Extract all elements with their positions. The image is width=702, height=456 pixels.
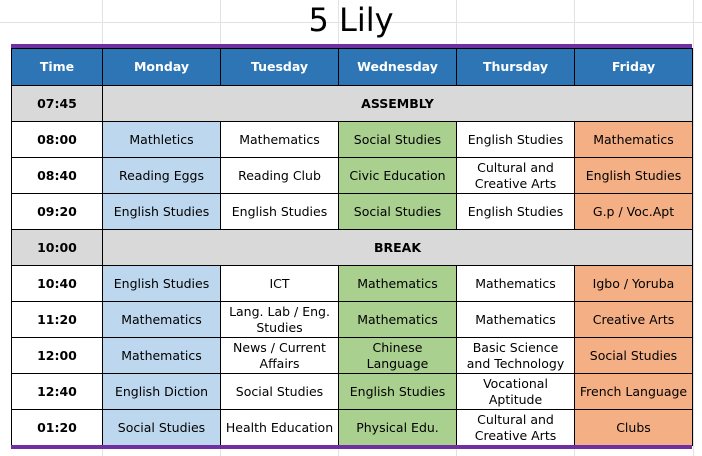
time-cell[interactable]: 08:40 [12,158,103,194]
thursday-cell[interactable]: Mathematics [457,266,575,302]
thursday-cell[interactable]: English Studies [457,194,575,230]
monday-cell[interactable]: Reading Eggs [103,158,221,194]
wednesday-cell[interactable]: English Studies [339,374,457,410]
time-cell[interactable]: 07:45 [12,86,103,122]
tuesday-cell[interactable]: News / Current Affairs [221,338,339,374]
wednesday-cell[interactable]: Chinese Language [339,338,457,374]
tuesday-cell[interactable]: Social Studies [221,374,339,410]
page-title: 5 Lily [308,1,394,39]
monday-cell[interactable]: Mathematics [103,338,221,374]
tuesday-cell[interactable]: English Studies [221,194,339,230]
time-cell[interactable]: 09:20 [12,194,103,230]
time-cell[interactable]: 12:00 [12,338,103,374]
header-row [12,49,693,86]
header-wednesday[interactable]: Wednesday [339,49,457,86]
assembly-band[interactable]: ASSEMBLY [103,86,693,122]
header-friday[interactable]: Friday [575,49,693,86]
table-row [12,86,693,122]
thursday-cell[interactable]: Cultural and Creative Arts [457,410,575,446]
accent-border-bottom [11,445,692,449]
thursday-cell[interactable]: Mathematics [457,302,575,338]
header-time[interactable]: Time [12,49,103,86]
table-row [12,374,693,410]
tuesday-cell[interactable]: Health Education [221,410,339,446]
grid-line [693,0,694,456]
time-cell[interactable]: 11:20 [12,302,103,338]
header-monday[interactable]: Monday [103,49,221,86]
table-row [12,302,693,338]
wednesday-cell[interactable]: Social Studies [339,122,457,158]
wednesday-cell[interactable]: Mathematics [339,302,457,338]
monday-cell[interactable]: Mathematics [103,302,221,338]
table-row [12,338,693,374]
monday-cell[interactable]: English Studies [103,194,221,230]
thursday-cell[interactable]: Basic Science and Technology [457,338,575,374]
monday-cell[interactable]: Mathletics [103,122,221,158]
friday-cell[interactable]: Mathematics [575,122,693,158]
header-tuesday[interactable]: Tuesday [221,49,339,86]
monday-cell[interactable]: English Diction [103,374,221,410]
table-row [12,230,693,266]
time-cell[interactable]: 10:00 [12,230,103,266]
table-row [12,266,693,302]
table-row [12,410,693,446]
break-band[interactable]: BREAK [103,230,693,266]
monday-cell[interactable]: Social Studies [103,410,221,446]
time-cell[interactable]: 12:40 [12,374,103,410]
time-cell[interactable]: 10:40 [12,266,103,302]
friday-cell[interactable]: G.p / Voc.Apt [575,194,693,230]
friday-cell[interactable]: Igbo / Yoruba [575,266,693,302]
tuesday-cell[interactable]: Reading Club [221,158,339,194]
monday-cell[interactable]: English Studies [103,266,221,302]
header-thursday[interactable]: Thursday [457,49,575,86]
time-cell[interactable]: 01:20 [12,410,103,446]
friday-cell[interactable]: English Studies [575,158,693,194]
timetable [11,48,693,446]
thursday-cell[interactable]: Vocational Aptitude [457,374,575,410]
friday-cell[interactable]: Creative Arts [575,302,693,338]
friday-cell[interactable]: Clubs [575,410,693,446]
friday-cell[interactable]: French Language [575,374,693,410]
table-row [12,194,693,230]
tuesday-cell[interactable]: Mathematics [221,122,339,158]
thursday-cell[interactable]: Cultural and Creative Arts [457,158,575,194]
time-cell[interactable]: 08:00 [12,122,103,158]
thursday-cell[interactable]: English Studies [457,122,575,158]
tuesday-cell[interactable]: ICT [221,266,339,302]
wednesday-cell[interactable]: Physical Edu. [339,410,457,446]
tuesday-cell[interactable]: Lang. Lab / Eng. Studies [221,302,339,338]
wednesday-cell[interactable]: Civic Education [339,158,457,194]
wednesday-cell[interactable]: Social Studies [339,194,457,230]
wednesday-cell[interactable]: Mathematics [339,266,457,302]
table-row [12,122,693,158]
table-row [12,158,693,194]
friday-cell[interactable]: Social Studies [575,338,693,374]
